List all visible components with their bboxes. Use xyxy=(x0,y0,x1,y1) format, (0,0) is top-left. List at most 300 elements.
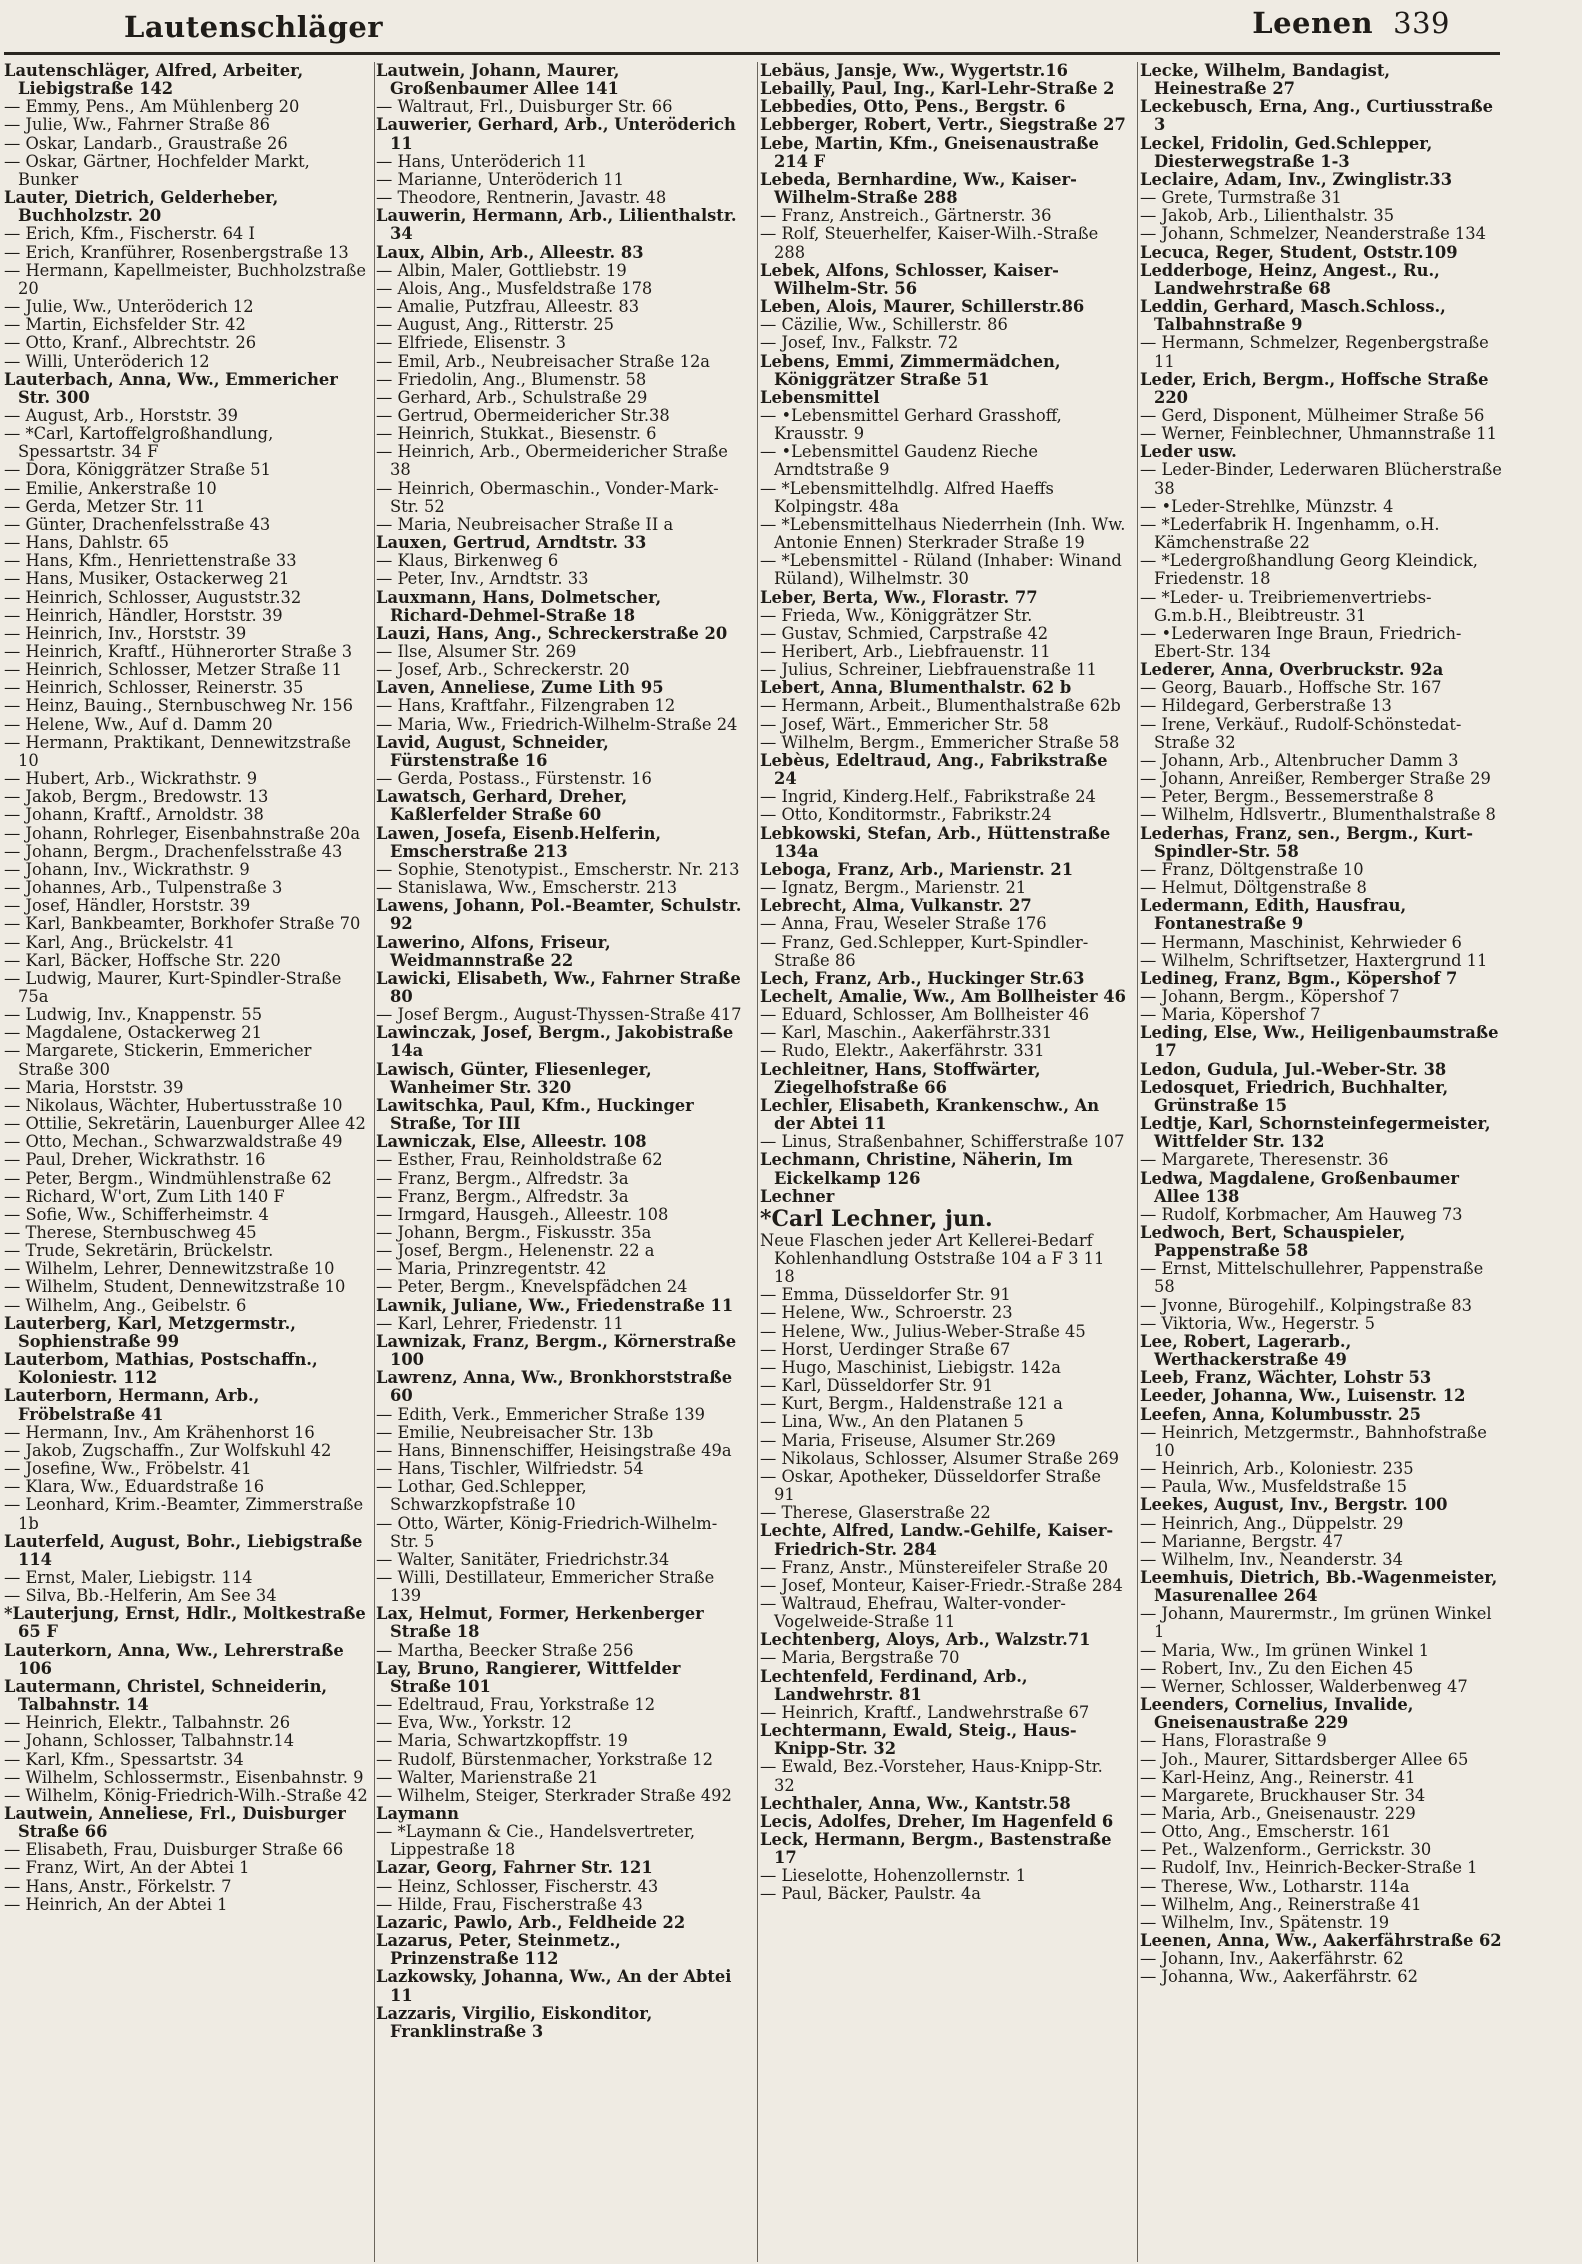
directory-entry: — Franz, Wirt, An der Abtei 1 xyxy=(4,1858,250,1878)
directory-entry: Lechler, Elisabeth, Krankenschw., An der Abtei 11 xyxy=(760,1095,1100,1134)
directory-entry: — Rudolf, Inv., Heinrich-Becker-Straße 1 xyxy=(1140,1858,1478,1878)
directory-entry: — Willi, Destillateur, Emmericher Straße 139 xyxy=(376,1567,715,1606)
directory-entry: — Walter, Sanitäter, Friedrichstr.34 xyxy=(376,1549,670,1569)
directory-entry: — Maria, Friseuse, Alsumer Str.269 xyxy=(760,1430,1056,1450)
directory-entry: — Maria, Bergstraße 70 xyxy=(760,1648,960,1668)
directory-entry: Leddin, Gerhard, Masch.Schloss., Talbahnstraße 9 xyxy=(1140,297,1446,335)
directory-entry: Ledermann, Edith, Hausfrau, Fontanestraße 9 xyxy=(1140,896,1407,934)
directory-entry: — Franz, Anstr., Münstereifeler Straße 20 xyxy=(760,1557,1109,1577)
directory-entry: — Heinrich, Arb., Koloniestr. 235 xyxy=(1140,1459,1414,1479)
directory-entry: — Josef, Inv., Falkstr. 72 xyxy=(760,333,959,353)
directory-entry: — Lothar, Ged.Schlepper, Schwarzkopfstraße 10 xyxy=(376,1477,587,1515)
directory-entry: — Gertrud, Obermeidericher Str.38 xyxy=(376,405,670,425)
directory-entry: — Heribert, Arb., Liebfrauenstr. 11 xyxy=(760,642,1051,661)
directory-entry: Lawnik, Juliane, Ww., Friedenstraße 11 xyxy=(376,1295,734,1315)
directory-entry: — Margarete, Stickerin, Emmericher Straße 300 xyxy=(4,1041,312,1079)
directory-entry: — Heinrich, Obermaschin., Vonder-Mark-Str. 52 xyxy=(376,478,719,516)
directory-entry: — Hubert, Arb., Wickrathstr. 9 xyxy=(4,769,258,789)
directory-entry: — Johann, Arb., Altenbrucher Damm 3 xyxy=(1140,750,1459,770)
directory-entry: Lazarus, Peter, Steinmetz., Prinzenstraße 112 xyxy=(376,1931,621,1969)
directory-entry: Lax, Helmut, Former, Herkenberger Straße 18 xyxy=(376,1604,704,1642)
directory-entry: Leder usw. xyxy=(1140,442,1237,462)
directory-entry: Lazaric, Pawlo, Arb., Feldheide 22 xyxy=(376,1912,686,1932)
directory-entry: — Josef, Monteur, Kaiser-Friedr.-Straße 284 xyxy=(760,1575,1123,1595)
directory-entry: — Wilhelm, Ang., Geibelstr. 6 xyxy=(4,1295,247,1315)
directory-entry: — Martin, Eichsfelder Str. 42 xyxy=(4,315,246,335)
directory-entry: — Alois, Ang., Musfeldstraße 178 xyxy=(376,278,653,298)
directory-entry: Lawitschka, Paul, Kfm., Huckinger Straße, Tor III xyxy=(376,1095,694,1134)
directory-entry: Lautwein, Johann, Maurer, Großenbaumer Allee 141 xyxy=(376,62,620,99)
directory-entry: Lebek, Alfons, Schlosser, Kaiser-Wilhelm-Str. 56 xyxy=(760,260,1059,298)
directory-entry: Leder, Erich, Bergm., Hoffsche Straße 220 xyxy=(1140,369,1489,407)
directory-entry: Lauterfeld, August, Bohr., Liebigstraße 114 xyxy=(4,1531,363,1569)
directory-entry: — Johann, Inv., Wickrathstr. 9 xyxy=(4,859,250,879)
directory-entry: — Magdalene, Ostackerweg 21 xyxy=(4,1023,262,1043)
directory-entry: — *Lebensmittelhdlg. Alfred Haeffs Kolpingstr. 48a xyxy=(760,478,1054,516)
directory-entry: — Willi, Unteröderich 12 xyxy=(4,351,210,371)
directory-entry: — Silva, Bb.-Helferin, Am See 34 xyxy=(4,1586,277,1606)
directory-entry: — Otto, Kranf., Albrechtstr. 26 xyxy=(4,333,257,353)
directory-entry: Leclaire, Adam, Inv., Zwinglistr.33 xyxy=(1140,169,1453,189)
directory-entry: — Elfriede, Elisenstr. 3 xyxy=(376,333,566,353)
directory-entry: — Werner, Schlosser, Walderbenweg 47 xyxy=(1140,1676,1468,1696)
directory-entry: — Paul, Dreher, Wickrathstr. 16 xyxy=(4,1150,266,1170)
directory-entry: — Ignatz, Bergm., Marienstr. 21 xyxy=(760,878,1027,898)
directory-entry: — Ottilie, Sekretärin, Lauenburger Allee 42 xyxy=(4,1114,366,1134)
directory-entry: Lazar, Georg, Fahrner Str. 121 xyxy=(376,1858,653,1878)
directory-entry: — Otto, Wärter, König-Friedrich-Wilhelm-Str. 5 xyxy=(376,1513,718,1551)
directory-entry: Lechthaler, Anna, Ww., Kantstr.58 xyxy=(760,1793,1071,1813)
directory-entry: — Julie, Ww., Unteröderich 12 xyxy=(4,297,254,317)
directory-entry: — •Lebensmittel Gaudenz Rieche Arndtstraße 9 xyxy=(760,442,1038,480)
directory-entry: — Georg, Bauarb., Hoffsche Str. 167 xyxy=(1140,678,1442,698)
directory-entry: Lebrecht, Alma, Vulkanstr. 27 xyxy=(760,896,1032,916)
directory-entry: — Eduard, Schlosser, Am Bollheister 46 xyxy=(760,1005,1090,1025)
directory-entry: — Therese, Glaserstraße 22 xyxy=(760,1503,991,1523)
directory-entry: — Hermann, Arbeit., Blumenthalstraße 62b xyxy=(760,696,1121,716)
directory-entry: — Marianne, Bergstr. 47 xyxy=(1140,1531,1344,1551)
directory-entry: Leboga, Franz, Arb., Marienstr. 21 xyxy=(760,859,1074,879)
directory-entry: Lechner xyxy=(760,1186,835,1206)
directory-entry: Lecuca, Reger, Student, Oststr.109 xyxy=(1140,242,1458,262)
directory-entry: Leckebusch, Erna, Ang., Curtiusstraße 3 xyxy=(1140,97,1494,135)
directory-entry: — Oskar, Apotheker, Düsseldorfer Straße 91 xyxy=(760,1466,1101,1505)
directory-entry: — Karl, Lehrer, Friedenstr. 11 xyxy=(376,1313,624,1333)
directory-entry: Lawen, Josefa, Eisenb.Helferin, Emscherstraße 213 xyxy=(376,823,662,861)
directory-entry: — Wilhelm, Ang., Reinerstraße 41 xyxy=(1140,1894,1422,1914)
directory-entry: Leekes, August, Inv., Bergstr. 100 xyxy=(1140,1495,1448,1515)
directory-entry: — Johann, Schlosser, Talbahnstr.14 xyxy=(4,1731,295,1751)
directory-entry: — *Lebensmittel - Rüland (Inhaber: Winand Rüland), Wilhelmstr. 30 xyxy=(760,551,1122,589)
directory-entry: Lechelt, Amalie, Ww., Am Bollheister 46 xyxy=(760,986,1126,1006)
directory-entry: — Hermann, Praktikant, Dennewitzstraße 10 xyxy=(4,732,352,770)
directory-entry: *Carl Lechner, jun. xyxy=(760,1205,993,1232)
directory-entry: Leck, Hermann, Bergm., Bastenstraße 17 xyxy=(760,1830,1112,1868)
directory-entry: Leenders, Cornelius, Invalide, Gneisenaustraße 229 xyxy=(1140,1695,1414,1733)
directory-entry: — Joh., Maurer, Sittardsberger Allee 65 xyxy=(1140,1749,1469,1769)
directory-entry: Lauwerier, Gerhard, Arb., Unteröderich 11 xyxy=(376,115,736,153)
directory-entry: — Hans, Florastraße 9 xyxy=(1140,1731,1327,1751)
running-head-last xyxy=(1252,6,1450,40)
directory-entry: Lawicki, Elisabeth, Ww., Fahrner Straße 80 xyxy=(376,968,741,1006)
directory-entry: — Helmut, Döltgenstraße 8 xyxy=(1140,878,1367,898)
directory-entry: — August, Ang., Ritterstr. 25 xyxy=(376,315,614,335)
directory-entry: — Grete, Turmstraße 31 xyxy=(1140,188,1342,208)
directory-entry: — Horst, Uerdinger Straße 67 xyxy=(760,1339,1011,1359)
directory-entry: — Emilie, Ankerstraße 10 xyxy=(4,478,217,498)
directory-entry: Lawens, Johann, Pol.-Beamter, Schulstr. 92 xyxy=(376,896,742,934)
directory-entry: — Rolf, Steuerhelfer, Kaiser-Wilh.-Straße 288 xyxy=(760,224,1099,262)
directory-entry: — Oskar, Landarb., Graustraße 26 xyxy=(4,133,288,153)
directory-entry: Lazkowsky, Johanna, Ww., An der Abtei 11 xyxy=(376,1967,732,2005)
directory-entry: — Ernst, Maler, Liebigstr. 114 xyxy=(4,1567,253,1587)
directory-entry: — Karl, Düsseldorfer Str. 91 xyxy=(760,1376,994,1396)
directory-entry: — *Lebensmittelhaus Niederrhein (Inh. Ww. Antonie Ennen) Sterkrader Straße 19 xyxy=(760,514,1126,553)
directory-entry: — Gerhard, Arb., Schulstraße 29 xyxy=(376,387,648,407)
directory-entry: — Johann, Bergm., Drachenfelsstraße 43 xyxy=(4,841,343,861)
directory-entry: — Kurt, Bergm., Haldenstraße 121 a xyxy=(760,1394,1063,1414)
directory-entry: — Ingrid, Kinderg.Helf., Fabrikstraße 24 xyxy=(760,787,1096,807)
directory-entry: Lauwerin, Hermann, Arb., Lilienthalstr. 34 xyxy=(376,206,737,244)
directory-entry: — Peter, Bergm., Windmühlenstraße 62 xyxy=(4,1168,332,1188)
directory-entry: — Hermann, Maschinist, Kehrwieder 6 xyxy=(1140,932,1462,952)
directory-entry: — Hans, Kraftfahr., Filzengraben 12 xyxy=(376,696,676,716)
directory-entry: — Josef Bergm., August-Thyssen-Straße 417 xyxy=(376,1005,742,1025)
directory-entry: — Maria, Schwartzkopffstr. 19 xyxy=(376,1731,628,1751)
directory-entry: — Waltraud, Ehefrau, Walter-vonder-Vogelweide-Straße 11 xyxy=(760,1593,1066,1632)
directory-entry: — Theodore, Rentnerin, Javastr. 48 xyxy=(376,188,667,208)
directory-entry: Lebäus, Jansje, Ww., Wygertstr.16 xyxy=(760,62,1068,80)
directory-entry: Neue Flaschen jeder Art Kellerei-Bedarf Kohlenhandlung Oststraße 104 a F 3 11 18 xyxy=(760,1230,1105,1287)
directory-entry: — Hans, Unteröderich 11 xyxy=(376,151,588,171)
directory-entry: Lechtenfeld, Ferdinand, Arb., Landwehrstr. 81 xyxy=(760,1666,1028,1704)
directory-entry: Ledderboge, Heinz, Angest., Ru., Landwehrstraße 68 xyxy=(1140,260,1440,298)
directory-entry: Lauterbom, Mathias, Postschaffn., Koloniestr. 112 xyxy=(4,1350,318,1388)
directory-entry: Ledtje, Karl, Schornsteinfegermeister, Wittfelder Str. 132 xyxy=(1140,1114,1491,1152)
directory-entry: — Hans, Kfm., Henriettenstraße 33 xyxy=(4,551,297,571)
directory-entry: Lawerino, Alfons, Friseur, Weidmannstraße 22 xyxy=(376,932,611,970)
directory-entry: — Maria, Prinzregentstr. 42 xyxy=(376,1259,607,1279)
directory-entry: — Hans, Binnenschiffer, Heisingstraße 49a xyxy=(376,1440,732,1460)
directory-entry: — Robert, Inv., Zu den Eichen 45 xyxy=(1140,1658,1414,1678)
directory-entry: Lee, Robert, Lagerarb., Werthackerstraße 49 xyxy=(1140,1331,1352,1370)
directory-entry: — Rudo, Elektr., Aakerfährstr. 331 xyxy=(760,1041,1045,1061)
directory-entry: — Stanislawa, Ww., Emscherstr. 213 xyxy=(376,878,678,898)
directory-entry: — Gerda, Metzer Str. 11 xyxy=(4,496,206,516)
directory-entry: — Wilhelm, Schriftsetzer, Haxtergrund 11 xyxy=(1140,950,1488,970)
directory-entry: — Julius, Schreiner, Liebfrauenstraße 11 xyxy=(760,660,1097,680)
directory-entry: — Klara, Ww., Eduardstraße 16 xyxy=(4,1477,265,1497)
directory-entry: Lauxen, Gertrud, Arndtstr. 33 xyxy=(376,533,647,553)
directory-entry: — Helene, Ww., Julius-Weber-Straße 45 xyxy=(760,1321,1086,1341)
directory-entry: Lebeda, Bernhardine, Ww., Kaiser-Wilhelm-Straße 288 xyxy=(760,169,1077,208)
directory-entry: — Maria, Köpershof 7 xyxy=(1140,1005,1321,1025)
directory-entry: Ledineg, Franz, Bgm., Köpershof 7 xyxy=(1140,968,1458,988)
directory-entry: Lebkowski, Stefan, Arb., Hüttenstraße 134a xyxy=(760,823,1111,861)
directory-entry: — Johann, Schmelzer, Neanderstraße 134 xyxy=(1140,224,1486,244)
directory-entry: — Heinrich, Arb., Obermeidericher Straße 38 xyxy=(376,442,728,480)
directory-entry: — Werner, Feinblechner, Uhmannstraße 11 xyxy=(1140,424,1497,444)
directory-entry: — Lina, Ww., An den Platanen 5 xyxy=(760,1412,1024,1432)
directory-entry: — *Carl, Kartoffelgroßhandlung, Spessartstr. 34 F xyxy=(4,424,274,462)
directory-entry: — Maria, Ww., Friedrich-Wilhelm-Straße 24 xyxy=(376,714,738,734)
directory-entry: — Viktoria, Ww., Hegerstr. 5 xyxy=(1140,1313,1375,1333)
directory-entry: Ledon, Gudula, Jul.-Weber-Str. 38 xyxy=(1140,1059,1447,1079)
directory-entry: Lechtenberg, Aloys, Arb., Walzstr.71 xyxy=(760,1630,1091,1650)
directory-entry: Lautenschläger, Alfred, Arbeiter, Liebigstraße 142 xyxy=(4,62,304,99)
directory-entry: — Emil, Arb., Neubreisacher Straße 12a xyxy=(376,351,711,371)
directory-entry: — Franz, Döltgenstraße 10 xyxy=(1140,859,1364,879)
directory-entry: Lavid, August, Schneider, Fürstenstraße 16 xyxy=(376,732,609,770)
directory-entry: — Peter, Bergm., Bessemerstraße 8 xyxy=(1140,787,1434,807)
directory-entry: — Rudolf, Korbmacher, Am Hauweg 73 xyxy=(1140,1204,1463,1224)
directory-entry: — Paula, Ww., Musfeldstraße 15 xyxy=(1140,1477,1407,1497)
directory-entry: — Emma, Düsseldorfer Str. 91 xyxy=(760,1285,1011,1305)
directory-entry: — Sofie, Ww., Schifferheimstr. 4 xyxy=(4,1204,269,1224)
directory-entry: — Wilhelm, Steiger, Sterkrader Straße 492 xyxy=(376,1785,732,1805)
directory-entry: — Heinrich, Kraftf., Hühnerorter Straße 3 xyxy=(4,642,353,661)
directory-entry: — Wilhelm, Lehrer, Dennewitzstraße 10 xyxy=(4,1259,335,1279)
directory-entry: Leding, Else, Ww., Heiligenbaumstraße 17 xyxy=(1140,1023,1499,1061)
directory-entry: — Karl, Ang., Brückelstr. 41 xyxy=(4,932,235,952)
directory-entry: — Erich, Kranführer, Rosenbergstraße 13 xyxy=(4,242,349,262)
directory-entry: — *Laymann & Cie., Handelsvertreter, Lippestraße 18 xyxy=(376,1822,696,1860)
directory-entry: Lazzaris, Virgilio, Eiskonditor, Franklinstraße 3 xyxy=(376,2003,653,2041)
directory-entry: Ledwoch, Bert, Schauspieler, Pappenstraße 58 xyxy=(1140,1223,1406,1261)
directory-entry: — Hans, Tischler, Wilfriedstr. 54 xyxy=(376,1459,644,1479)
directory-entry: — Gerda, Postass., Fürstenstr. 16 xyxy=(376,769,652,789)
directory-entry: — Friedolin, Ang., Blumenstr. 58 xyxy=(376,369,647,389)
directory-entry: Lebe, Martin, Kfm., Gneisenaustraße 214 F xyxy=(760,133,1099,171)
column-3 xyxy=(760,62,1126,2262)
directory-entry: — Johann, Inv., Aakerfährstr. 62 xyxy=(1140,1949,1404,1969)
directory-entry: — Karl, Bankbeamter, Borkhofer Straße 70 xyxy=(4,914,361,934)
directory-entry: — Heinrich, Schlosser, Metzer Straße 11 xyxy=(4,660,342,680)
directory-entry: — Leder-Binder, Lederwaren Blücherstraße 38 xyxy=(1140,460,1502,498)
directory-entry: — Julie, Ww., Fahrner Straße 86 xyxy=(4,115,270,135)
directory-entry: Lauxmann, Hans, Dolmetscher, Richard-Dehmel-Straße 18 xyxy=(376,587,662,625)
directory-entry: Ledwa, Magdalene, Großenbaumer Allee 138 xyxy=(1140,1168,1459,1206)
directory-entry: — Heinrich, Stukkat., Biesenstr. 6 xyxy=(376,424,657,444)
directory-entry: — Maria, Arb., Gneisenaustr. 229 xyxy=(1140,1804,1416,1823)
directory-entry: — Emmy, Pens., Am Mühlenberg 20 xyxy=(4,97,300,117)
directory-entry: Lauterbach, Anna, Ww., Emmericher Str. 300 xyxy=(4,369,338,407)
directory-entry: — Hans, Musiker, Ostackerweg 21 xyxy=(4,569,290,589)
directory-entry: — Trude, Sekretärin, Brückelstr. xyxy=(4,1241,274,1261)
directory-entry: — Klaus, Birkenweg 6 xyxy=(376,551,559,571)
directory-entry: — Josef, Händler, Horststr. 39 xyxy=(4,896,251,916)
directory-entry: — Jakob, Zugschaffn., Zur Wolfskuhl 42 xyxy=(4,1440,332,1460)
directory-entry: — Lieselotte, Hohenzollernstr. 1 xyxy=(760,1866,1027,1886)
directory-entry: Lebèus, Edeltraud, Ang., Fabrikstraße 24 xyxy=(760,750,1108,789)
directory-entry: — Wilhelm, Inv., Spätenstr. 19 xyxy=(1140,1912,1390,1932)
directory-entry: — Anna, Frau, Weseler Straße 176 xyxy=(760,914,1047,934)
directory-entry: Lebailly, Paul, Ing., Karl-Lehr-Straße 2 xyxy=(760,79,1115,99)
directory-entry: — Wilhelm, König-Friedrich-Wilh.-Straße 42 xyxy=(4,1785,368,1805)
directory-entry: — Pet., Walzenform., Gerrickstr. 30 xyxy=(1140,1840,1432,1860)
directory-entry: Leemhuis, Dietrich, Bb.-Wagenmeister, Masurenallee 264 xyxy=(1140,1567,1498,1606)
directory-entry: — Johannes, Arb., Tulpenstraße 3 xyxy=(4,878,283,898)
directory-entry: — Peter, Bergm., Knevelspfädchen 24 xyxy=(376,1277,688,1297)
directory-entry: — Johann, Maurermstr., Im grünen Winkel 1 xyxy=(1140,1604,1492,1642)
directory-entry: — Therese, Ww., Lotharstr. 114a xyxy=(1140,1876,1410,1896)
directory-entry: Lawatsch, Gerhard, Dreher, Kaßlerfelder Straße 60 xyxy=(376,787,628,825)
directory-entry: — Helene, Ww., Auf d. Damm 20 xyxy=(4,714,273,734)
directory-entry: — Maria, Horststr. 39 xyxy=(4,1077,184,1097)
directory-entry: — *Lederfabrik H. Ingenhamm, o.H. Kämchenstraße 22 xyxy=(1140,514,1440,553)
directory-entry: — Heinrich, An der Abtei 1 xyxy=(4,1894,228,1914)
directory-entry: Leeb, Franz, Wächter, Lohstr 53 xyxy=(1140,1368,1432,1388)
directory-entry: — Nikolaus, Wächter, Hubertusstraße 10 xyxy=(4,1095,343,1115)
directory-entry: — Johann, Bergm., Köpershof 7 xyxy=(1140,986,1400,1006)
directory-entry: — Heinz, Bauing., Sternbuschweg Nr. 156 xyxy=(4,696,354,716)
directory-entry: Lebberger, Robert, Vertr., Siegstraße 27 xyxy=(760,115,1126,135)
directory-entry: — Otto, Konditormstr., Fabrikstr.24 xyxy=(760,805,1052,825)
directory-entry: Leeder, Johanna, Ww., Luisenstr. 12 xyxy=(1140,1386,1466,1406)
directory-entry: — Dora, Königgrätzer Straße 51 xyxy=(4,460,272,480)
directory-entry: — Wilhelm, Schlossermstr., Eisenbahnstr. 9 xyxy=(4,1767,364,1787)
directory-entry: — •Lederwaren Inge Braun, Friedrich-Ebert-Str. 134 xyxy=(1140,623,1462,661)
directory-entry: — Cäzilie, Ww., Schillerstr. 86 xyxy=(760,315,1008,335)
directory-entry: — Emilie, Neubreisacher Str. 13b xyxy=(376,1422,654,1442)
directory-entry: — August, Arb., Horststr. 39 xyxy=(4,405,238,425)
directory-entry: — Otto, Ang., Emscherstr. 161 xyxy=(1140,1822,1392,1842)
directory-entry: — Josef, Bergm., Helenenstr. 22 a xyxy=(376,1241,655,1261)
directory-entry: Lechtermann, Ewald, Steig., Haus-Knipp-Str. 32 xyxy=(760,1721,1077,1759)
directory-entry: Lawinczak, Josef, Bergm., Jakobistraße 14a xyxy=(376,1023,734,1061)
directory-entry: — Oskar, Gärtner, Hochfelder Markt, Bunker xyxy=(4,151,310,189)
directory-entry: — Karl, Maschin., Aakerfährstr.331 xyxy=(760,1023,1053,1043)
columns xyxy=(4,62,1504,2262)
directory-entry: — Paul, Bäcker, Paulstr. 4a xyxy=(760,1884,981,1904)
directory-entry: — Rudolf, Bürstenmacher, Yorkstraße 12 xyxy=(376,1749,713,1769)
directory-entry: — Jvonne, Bürogehilf., Kolpingstraße 83 xyxy=(1140,1295,1472,1315)
directory-entry: — Edeltraud, Frau, Yorkstraße 12 xyxy=(376,1695,656,1715)
page-header xyxy=(0,0,1582,56)
directory-entry: — Ludwig, Maurer, Kurt-Spindler-Straße 75a xyxy=(4,968,342,1006)
directory-entry: Lechleitner, Hans, Stoffwärter, Ziegelhofstraße 66 xyxy=(760,1059,1041,1097)
column-1 xyxy=(4,62,370,2262)
directory-entry: — Esther, Frau, Reinholdstraße 62 xyxy=(376,1150,663,1170)
directory-entry: — Jakob, Arb., Lilienthalstr. 35 xyxy=(1140,206,1395,226)
directory-entry: — Heinrich, Metzgermstr., Bahnhofstraße 10 xyxy=(1140,1422,1487,1460)
directory-entry: — Wilhelm, Inv., Neanderstr. 34 xyxy=(1140,1549,1404,1569)
directory-entry: *Lauterjung, Ernst, Hdlr., Moltkestraße 65 F xyxy=(4,1604,366,1642)
directory-entry: — Heinrich, Kraftf., Landwehrstraße 67 xyxy=(760,1702,1090,1722)
directory-entry: — •Leder-Strehlke, Münzstr. 4 xyxy=(1140,496,1394,516)
directory-entry: — Heinrich, Ang., Düppelstr. 29 xyxy=(1140,1513,1404,1533)
directory-entry: Laux, Albin, Arb., Alleestr. 83 xyxy=(376,242,644,262)
directory-entry: — Hermann, Schmelzer, Regenbergstraße 11 xyxy=(1140,333,1489,371)
directory-entry: — Karl-Heinz, Ang., Reinerstr. 41 xyxy=(1140,1767,1416,1787)
directory-entry: — Frieda, Ww., Königgrätzer Str. xyxy=(760,605,1033,625)
directory-entry: — Amalie, Putzfrau, Alleestr. 83 xyxy=(376,297,640,317)
directory-entry: — Johann, Kraftf., Arnoldstr. 38 xyxy=(4,805,264,825)
directory-entry: — Josef, Arb., Schreckerstr. 20 xyxy=(376,660,630,680)
directory-entry: — Hilde, Frau, Fischerstraße 43 xyxy=(376,1894,643,1914)
directory-entry: — Leonhard, Krim.-Beamter, Zimmerstraße 1b xyxy=(4,1495,364,1533)
directory-entry: Lebbedies, Otto, Pens., Bergstr. 6 xyxy=(760,97,1066,117)
directory-entry: Laymann xyxy=(376,1804,459,1823)
directory-entry: — Hildegard, Gerberstraße 13 xyxy=(1140,696,1392,716)
directory-entry: — Linus, Straßenbahner, Schifferstraße 107 xyxy=(760,1132,1125,1152)
directory-entry: — Hans, Anstr., Förkelstr. 7 xyxy=(4,1876,232,1896)
directory-entry: Lauter, Dietrich, Gelderheber, Buchholzstr. 20 xyxy=(4,188,279,226)
directory-entry: — Ewald, Bez.-Vorsteher, Haus-Knipp-Str. 32 xyxy=(760,1757,1103,1795)
directory-entry: — Ernst, Mittelschullehrer, Pappenstraße 58 xyxy=(1140,1259,1484,1297)
directory-entry: Lawniczak, Else, Alleestr. 108 xyxy=(376,1132,647,1152)
directory-entry: — *Leder- u. Treibriemenvertriebs-G.m.b.H., Bleibtreustr. 31 xyxy=(1140,587,1432,625)
directory-entry: — Johanna, Ww., Aakerfährstr. 62 xyxy=(1140,1967,1418,1987)
directory-entry: — Albin, Maler, Gottliebstr. 19 xyxy=(376,260,627,280)
directory-entry: — Wilhelm, Hdlsvertr., Blumenthalstraße 8 xyxy=(1140,805,1496,825)
directory-entry: — Otto, Mechan., Schwarzwaldstraße 49 xyxy=(4,1132,343,1152)
directory-entry: Lechte, Alfred, Landw.-Gehilfe, Kaiser-Friedrich-Str. 284 xyxy=(760,1521,1114,1559)
directory-entry: Lauterberg, Karl, Metzgermstr., Sophienstraße 99 xyxy=(4,1313,296,1351)
directory-entry: — Karl, Kfm., Spessartstr. 34 xyxy=(4,1749,244,1769)
directory-entry: Lederer, Anna, Overbruckstr. 92a xyxy=(1140,660,1444,680)
column-4 xyxy=(1140,62,1504,2262)
directory-entry: Lecis, Adolfes, Dreher, Im Hagenfeld 6 xyxy=(760,1811,1114,1831)
directory-entry: — Wilhelm, Student, Dennewitzstraße 10 xyxy=(4,1277,346,1297)
directory-entry: — Nikolaus, Schlosser, Alsumer Straße 269 xyxy=(760,1448,1119,1468)
page-number: 339 xyxy=(1393,6,1450,40)
directory-entry: Leber, Berta, Ww., Florastr. 77 xyxy=(760,587,1038,607)
directory-entry: — Gerd, Disponent, Mülheimer Straße 56 xyxy=(1140,405,1485,425)
directory-entry: — Jakob, Bergm., Bredowstr. 13 xyxy=(4,787,269,807)
directory-entry: — Wilhelm, Bergm., Emmericher Straße 58 xyxy=(760,732,1120,752)
directory-entry: — Franz, Bergm., Alfredstr. 3a xyxy=(376,1168,629,1188)
directory-entry: Lawnizak, Franz, Bergm., Körnerstraße 100 xyxy=(376,1331,737,1370)
directory-entry: — Eva, Ww., Yorkstr. 12 xyxy=(376,1713,572,1733)
directory-entry: Ledosquet, Friedrich, Buchhalter, Grünstraße 15 xyxy=(1140,1077,1449,1115)
directory-entry: — Heinrich, Händler, Horststr. 39 xyxy=(4,605,283,625)
directory-entry: — Karl, Bäcker, Hoffsche Str. 220 xyxy=(4,950,281,970)
directory-entry: — Therese, Sternbuschweg 45 xyxy=(4,1223,257,1242)
directory-entry: — Margarete, Theresenstr. 36 xyxy=(1140,1150,1389,1170)
directory-entry: — Margarete, Bruckhauser Str. 34 xyxy=(1140,1785,1426,1805)
directory-entry: — Irmgard, Hausgeh., Alleestr. 108 xyxy=(376,1204,669,1224)
directory-entry: — Erich, Kfm., Fischerstr. 64 I xyxy=(4,224,255,244)
directory-entry: — Walter, Marienstraße 21 xyxy=(376,1767,599,1787)
directory-entry: — Franz, Ged.Schlepper, Kurt-Spindler-Straße 86 xyxy=(760,932,1089,970)
directory-entry: Leefen, Anna, Kolumbusstr. 25 xyxy=(1140,1404,1421,1424)
directory-entry: — Franz, Anstreich., Gärtnerstr. 36 xyxy=(760,206,1052,226)
directory-entry: — Hermann, Inv., Am Krähenhorst 16 xyxy=(4,1422,315,1442)
directory-entry: — •Lebensmittel Gerhard Grasshoff, Krausstr. 9 xyxy=(760,405,1062,444)
directory-entry: Lautermann, Christel, Schneiderin, Talbahnstr. 14 xyxy=(4,1676,328,1715)
directory-entry: Leckel, Fridolin, Ged.Schlepper, Diesterwegstraße 1-3 xyxy=(1140,133,1433,171)
directory-entry: — Richard, W'ort, Zum Lith 140 F xyxy=(4,1186,285,1206)
directory-entry: — Ludwig, Inv., Knappenstr. 55 xyxy=(4,1005,263,1025)
directory-entry: Lecke, Wilhelm, Bandagist, Heinestraße 27 xyxy=(1140,62,1391,99)
directory-entry: Lebens, Emmi, Zimmermädchen, Königgrätzer Straße 51 xyxy=(760,351,1061,389)
directory-entry: — Johann, Bergm., Fiskusstr. 35a xyxy=(376,1223,652,1242)
directory-entry: — Gustav, Schmied, Carpstraße 42 xyxy=(760,623,1049,643)
directory-entry: Lauterkorn, Anna, Ww., Lehrerstraße 106 xyxy=(4,1640,344,1678)
directory-entry: — Johann, Anreißer, Remberger Straße 29 xyxy=(1140,769,1491,789)
directory-entry: — Ilse, Alsumer Str. 269 xyxy=(376,642,577,661)
directory-entry: — Elisabeth, Frau, Duisburger Straße 66 xyxy=(4,1840,344,1860)
directory-entry: Lay, Bruno, Rangierer, Wittfelder Straße 101 xyxy=(376,1658,681,1696)
directory-entry: Lebert, Anna, Blumenthalstr. 62 b xyxy=(760,678,1072,698)
directory-entry: — Heinz, Schlosser, Fischerstr. 43 xyxy=(376,1876,659,1896)
directory-entry: Lech, Franz, Arb., Huckinger Str.63 xyxy=(760,968,1085,988)
directory-entry: Lechmann, Christine, Näherin, Im Eickelkamp 126 xyxy=(760,1150,1073,1188)
directory-entry: — Hugo, Maschinist, Liebigstr. 142a xyxy=(760,1357,1061,1377)
directory-entry: — Günter, Drachenfelsstraße 43 xyxy=(4,514,271,534)
directory-entry: — Maria, Neubreisacher Straße II a xyxy=(376,514,674,534)
